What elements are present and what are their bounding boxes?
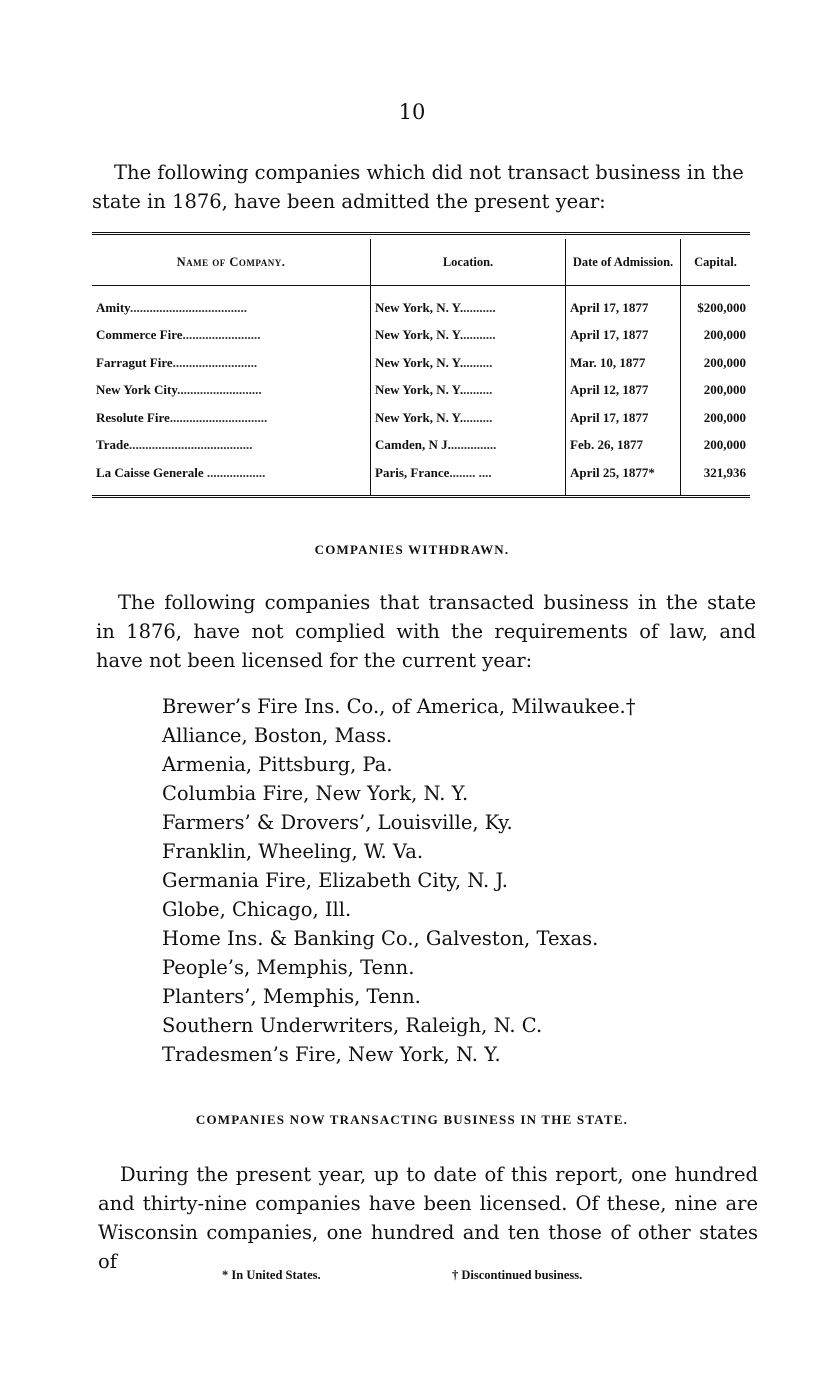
footnote-discontinued: † Discontinued business.	[452, 1268, 583, 1282]
list-item: Home Ins. & Banking Co., Galveston, Texas.	[162, 927, 599, 950]
header-location: Location.	[371, 239, 566, 286]
row-capital: 321,936	[681, 459, 751, 487]
list-item: People’s, Memphis, Tenn.	[162, 956, 415, 979]
row-name: Resolute Fire..............................	[96, 409, 268, 425]
row-location: New York, N. Y..........	[371, 377, 566, 405]
admitted-companies-table	[92, 232, 750, 502]
transacting-heading: COMPANIES NOW TRANSACTING BUSINESS IN THE STATE.	[195, 1112, 629, 1127]
table-row	[92, 294, 750, 322]
row-capital: 200,000	[681, 377, 751, 405]
row-date: April 12, 1877	[566, 377, 681, 405]
row-location: New York, N. Y..........	[371, 349, 566, 377]
row-location: New York, N. Y...........	[371, 322, 566, 350]
list-item: Planters’, Memphis, Tenn.	[162, 985, 421, 1008]
row-name: Amity....................................	[96, 299, 247, 315]
list-item: Alliance, Boston, Mass.	[162, 724, 393, 747]
row-date: April 17, 1877	[566, 322, 681, 350]
table-top-rule	[92, 232, 750, 239]
row-capital: 200,000	[681, 322, 751, 350]
list-item: Franklin, Wheeling, W. Va.	[162, 840, 424, 863]
list-item: Southern Underwriters, Raleigh, N. C.	[162, 1014, 543, 1037]
list-item: Farmers’ & Drovers’, Louisville, Ky.	[162, 811, 513, 834]
withdrawn-companies-list	[162, 692, 635, 1069]
table-row	[92, 432, 750, 460]
header-name: Name of Company.	[92, 239, 371, 286]
row-date: April 17, 1877	[566, 404, 681, 432]
withdrawn-paragraph: The following companies that transacted business in the state in 1876, have not complied with the requirements of law, and have not been licensed for the current year:	[96, 591, 756, 672]
row-name: Commerce Fire........................	[96, 327, 261, 343]
transacting-paragraph: During the present year, up to date of this report, one hundred and thirty-nine companies have been licensed. Of these, nine are Wisconsin companies, one hundred and ten those of other states of	[98, 1163, 758, 1273]
list-item: Globe, Chicago, Ill.	[162, 898, 352, 921]
intro-paragraph: The following companies which did not transact business in the state in 1876, have been admitted the present year:	[92, 161, 744, 213]
row-name: Trade......................................	[96, 437, 253, 453]
table-header-row	[92, 239, 750, 286]
table-row	[92, 459, 750, 487]
table-row	[92, 349, 750, 377]
footnote-in-united-states: * In United States.	[222, 1268, 321, 1282]
page-number: 10	[398, 100, 426, 124]
table-row	[92, 404, 750, 432]
row-date: April 17, 1877	[566, 294, 681, 322]
list-item: Columbia Fire, New York, N. Y.	[162, 782, 469, 805]
list-item: Germania Fire, Elizabeth City, N. J.	[162, 869, 508, 892]
row-location: New York, N. Y...........	[371, 294, 566, 322]
row-capital: 200,000	[681, 349, 751, 377]
list-item: Tradesmen’s Fire, New York, N. Y.	[162, 1043, 501, 1066]
row-location: Camden, N J...............	[371, 432, 566, 460]
list-item: Brewer’s Fire Ins. Co., of America, Milwaukee.†	[162, 695, 636, 718]
row-date: April 25, 1877*	[566, 459, 681, 487]
row-name: Farragut Fire..........................	[96, 354, 258, 370]
header-date: Date of Admission.	[566, 239, 681, 286]
row-date: Feb. 26, 1877	[566, 432, 681, 460]
row-name: New York City..........................	[96, 382, 262, 398]
companies-table	[92, 239, 750, 495]
table-row	[92, 322, 750, 350]
row-capital: 200,000	[681, 432, 751, 460]
row-location: Paris, France........ ....	[371, 459, 566, 487]
row-capital: $200,000	[681, 294, 751, 322]
list-item: Armenia, Pittsburg, Pa.	[162, 753, 393, 776]
row-capital: 200,000	[681, 404, 751, 432]
table-row	[92, 377, 750, 405]
withdrawn-heading: COMPANIES WITHDRAWN.	[314, 542, 510, 557]
table-bottom-rule	[92, 495, 750, 502]
row-name: La Caisse Generale ..................	[96, 464, 266, 480]
row-location: New York, N. Y..........	[371, 404, 566, 432]
header-capital: Capital.	[681, 239, 751, 286]
row-date: Mar. 10, 1877	[566, 349, 681, 377]
